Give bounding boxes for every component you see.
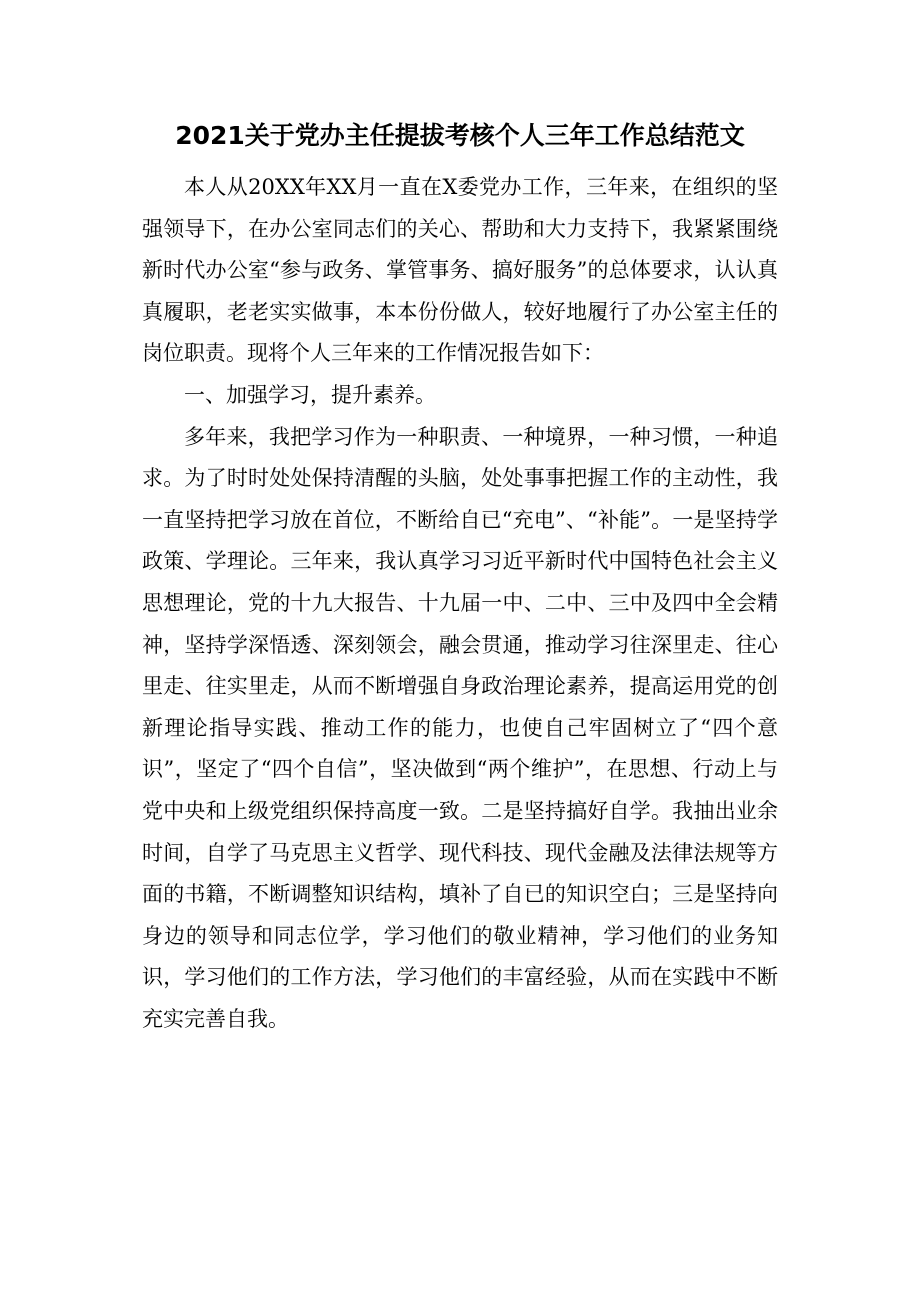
intro-paragraph: 本人从20XX年XX月一直在X委党办工作，三年来，在组织的坚强领导下，在办公室同志们的关心、帮助和大力支持下，我紧紧围绕新时代办公室“参与政务、掌管事务、搞好服务”的总体要求，认认真真履职，老老实实做事，本本份份做人，较好地履行了办公室主任的岗位职责。现将个人三年来的工作情况报告如下：	[142, 175, 778, 366]
section-heading: 一、加强学习，提升素养。	[184, 382, 436, 407]
document-title: 2021关于党办主任提拔考核个人三年工作总结范文	[175, 121, 745, 150]
body-paragraph: 多年来，我把学习作为一种职责、一种境界，一种习惯，一种追求。为了时时处处保持清醒的头脑，处处事事把握工作的主动性，我一直坚持把学习放在首位，不断给自已“充电”、“补能”。一是坚持学政策、学理论。三年来，我认真学习习近平新时代中国特色社会主义思想理论，党的十九大报告、十九届一中、二中、三中及四中全会精神，坚持学深悟透、深刻领会，融会贯通，推动学习往深里走、往心里走、往实里走，从而不断增强自身政治理论素养，提高运用党的创新理论指导实践、推动工作的能力，也使自己牢固树立了“四个意识”，坚定了“四个自信”，坚决做到“两个维护”，在思想、行动上与党中央和上级党组织保持高度一致。二是坚持搞好自学。我抽出业余时间，自学了马克思主义哲学、现代科技、现代金融及法律法规等方面的书籍，不断调整知识结构，填补了自已的知识空白；三是坚持向身边的领导和同志位学，学习他们的敬业精神，学习他们的业务知识，学习他们的工作方法，学习他们的丰富经验，从而在实践中不断充实完善自我。	[142, 424, 778, 1031]
document-body	[142, 167, 778, 1040]
